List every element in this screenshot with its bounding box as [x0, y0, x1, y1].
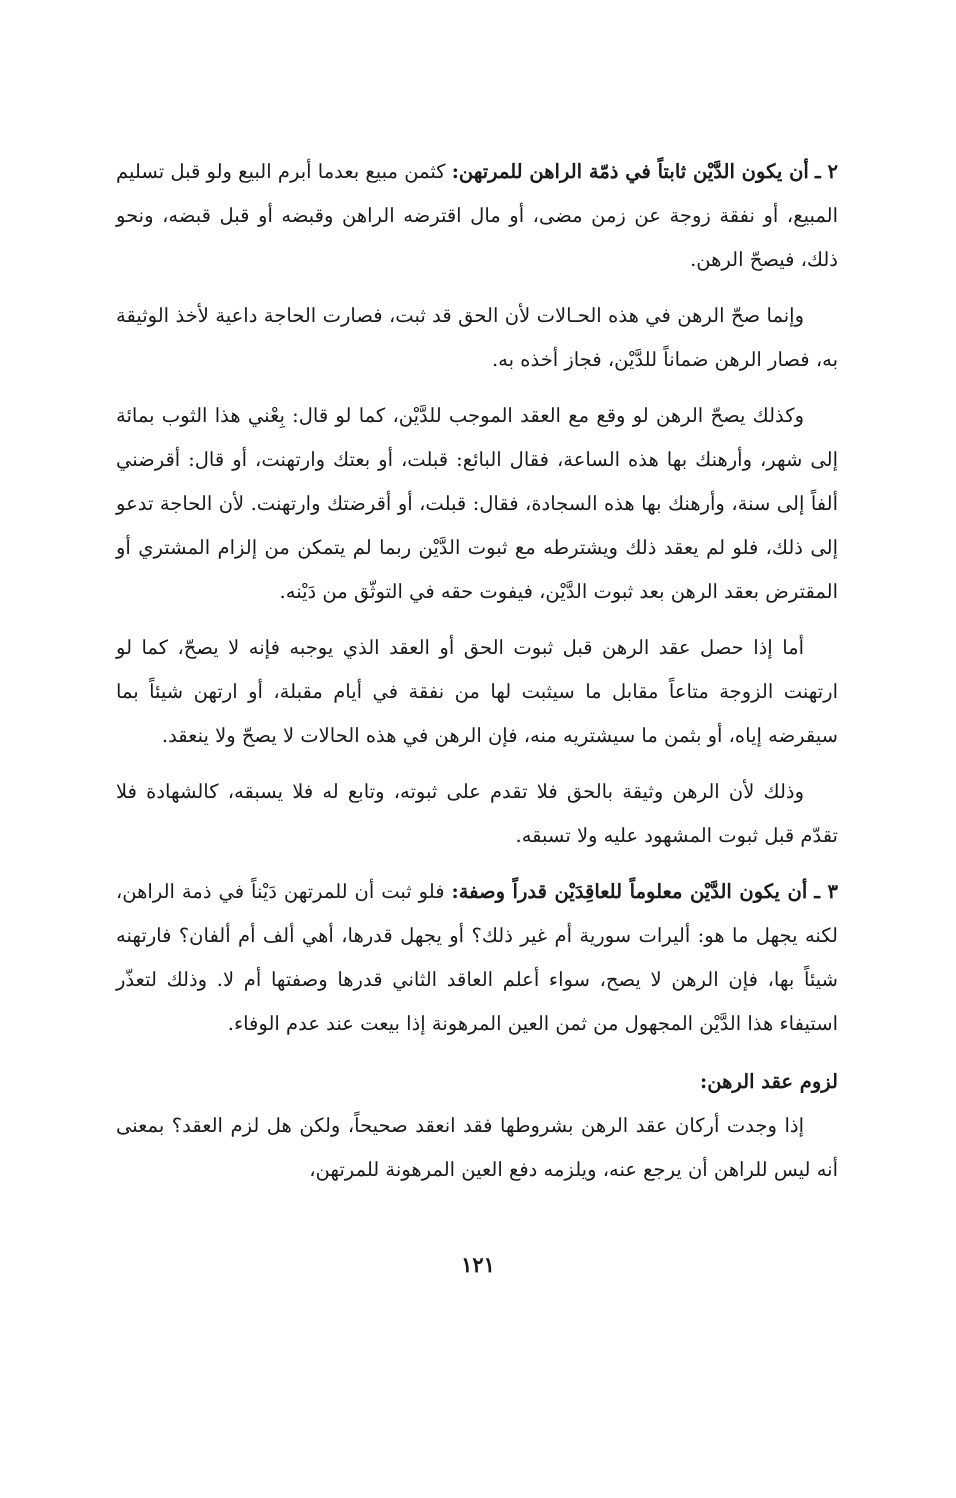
condition-2-number: ٢ ـ: [815, 160, 839, 183]
paragraph-3: أما إذا حصل عقد الرهن قبل ثبوت الحق أو العقد الذي يوجبه فإنه لا يصحّ، كما لو ارتهنت الزوجة متاعاً مقابل ما سيثبت لها من نفقة في أيام مقبلة، أو ارتهن شيئاً بما سيقرضه إياه، أو بثمن ما سيشتريه منه، فإن الرهن في هذه الحالات لا يصحّ ولا ينعقد.: [116, 636, 838, 747]
paragraph-2: وكذلك يصحّ الرهن لو وقع مع العقد الموجب للدَّيْن، كما لو قال: بِعْني هذا الثوب بمائة إلى شهر، وأرهنك بها هذه الساعة، فقال البائع: قبلت، أو بعتك وارتهنت، أو قال: أقرضني ألفاً إلى سنة، وأرهنك بها هذه السجادة، فقال: قبلت، أو أقرضتك وارتهنت. لأن الحاجة تدعو إلى ذلك، فلو لم يعقد ذلك ويشترطه مع ثبوت الدَّيْن ربما لم يتمكن من إلزام المشتري أو المقترض بعقد الرهن بعد ثبوت الدَّيْن، فيفوت حقه في التوثّق من دَيْنه.: [116, 404, 838, 603]
paragraph-4: وذلك لأن الرهن وثيقة بالحق فلا تقدم على ثبوته، وتابع له فلا يسبقه، كالشهادة فلا تقدّم قبل ثبوت المشهود عليه ولا تسبقه.: [116, 780, 838, 847]
condition-3-lead: أن يكون الدَّيْن معلوماً للعاقِدَيْن قدراً وصفة:: [451, 880, 808, 903]
condition-3-text: فلو ثبت أن للمرتهن دَيْناً في ذمة الراهن، لكنه يجهل ما هو: أليرات سورية أم غير ذلك؟ أو يجهل قدرها، أهي ألف أم ألفان؟ فارتهنه شيئاً بها، فإن الرهن لا يصح، سواء أعلم العاقد الثاني قدرها وصفتها أم لا. وذلك لتعذّر استيفاء هذا الدَّيْن المجهول من ثمن العين المرهونة إذا بيعت عند عدم الوفاء.: [116, 880, 838, 1035]
condition-2-lead: أن يكون الدَّيْن ثابتاً في ذمّة الراهن للمرتهن:: [451, 160, 809, 183]
final-paragraph: إذا وجدت أركان عقد الرهن بشروطها فقد انعقد صحيحاً، ولكن هل لزم العقد؟ بمعنى أنه ليس للراهن أن يرجع عنه، ويلزمه دفع العين المرهونة للمرتهن،: [116, 1114, 838, 1181]
page-number: ١٢١: [461, 1252, 495, 1277]
condition-2: [116, 150, 838, 282]
condition-3-number: ٣ ـ: [814, 880, 838, 903]
page-content: [116, 150, 838, 1204]
paragraph-1: وإنما صحّ الرهن في هذه الحـالات لأن الحق قد ثبت، فصارت الحاجة داعية لأخذ الوثيقة به، فصار الرهن ضماناً للدَّيْن، فجاز أخذه به.: [116, 304, 838, 371]
section-heading: لزوم عقد الرهن:: [700, 1070, 838, 1093]
condition-2-text: كثمن مبيع بعدما أبرم البيع ولو قبل تسليم المبيع، أو نفقة زوجة عن زمن مضى، أو مال اقترضه الراهن وقبضه أو قبل قبضه، ونحو ذلك، فيصحّ الرهن.: [116, 160, 838, 271]
condition-3: [116, 870, 838, 1046]
